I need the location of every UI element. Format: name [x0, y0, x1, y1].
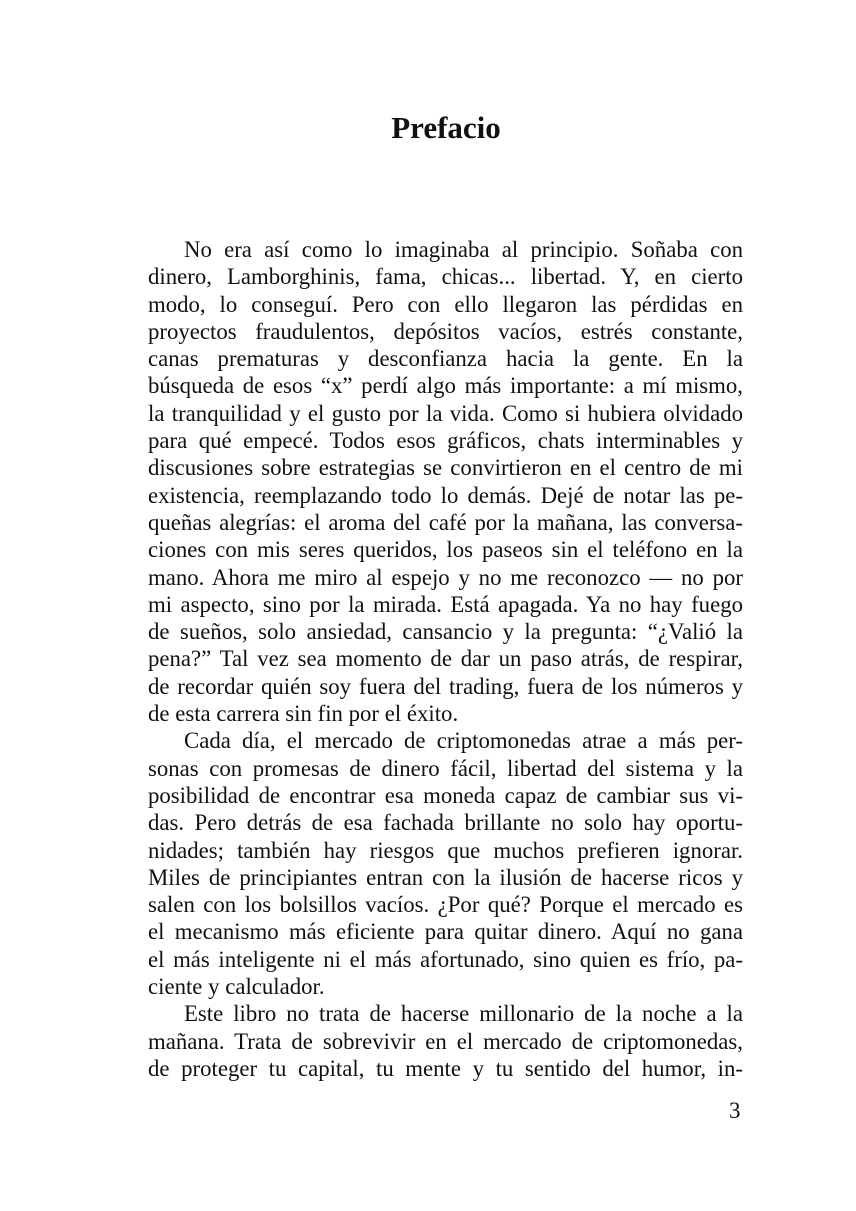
text-line: ciones con mis seres queridos, los paseos sin el teléfono en la	[148, 537, 743, 563]
text-line: posibilidad de encontrar esa moneda capaz de cambiar sus vi-	[148, 782, 743, 808]
text-line: la tranquilidad y el gusto por la vida. Como si hubiera olvidado	[148, 400, 743, 426]
text-line: de sueños, solo ansiedad, cansancio y la pregunta: “¿Valió la	[148, 619, 743, 645]
paragraph-3	[148, 1000, 743, 1082]
text-line: de proteger tu capital, tu mente y tu sentido del humor, in-	[148, 1055, 743, 1081]
text-line: Este libro no trata de hacerse millonario de la noche a la	[184, 1001, 743, 1027]
text-line: No era así como lo imaginaba al principio. Soñaba con	[184, 237, 743, 262]
text-line: de esta carrera sin fin por el éxito.	[148, 701, 459, 727]
text-line: de recordar quién soy fuera del trading, fuera de los números y	[148, 673, 743, 699]
text-line: das. Pero detrás de esa fachada brillante no solo hay oportu-	[148, 810, 743, 836]
text-line: nidades; también hay riesgos que muchos prefieren ignorar.	[148, 837, 743, 863]
paragraph-1	[148, 236, 743, 727]
text-line: mano. Ahora me miro al espejo y no me reconozco — no por	[148, 564, 743, 590]
text-line: discusiones sobre estrategias se convirtieron en el centro de mi	[148, 455, 743, 481]
text-line: canas prematuras y desconfianza hacia la gente. En la	[148, 346, 743, 372]
text-line: mañana. Trata de sobrevivir en el mercado de criptomonedas,	[148, 1028, 743, 1054]
body-text	[148, 236, 743, 1082]
text-line: salen con los bolsillos vacíos. ¿Por qué? Porque el mercado es	[148, 892, 743, 918]
chapter-title: Prefacio	[391, 110, 501, 145]
text-line: queñas alegrías: el aroma del café por la mañana, las conversa-	[148, 509, 743, 535]
text-line: mi aspecto, sino por la mirada. Está apagada. Ya no hay fuego	[148, 591, 743, 617]
text-line: el más inteligente ni el más afortunado, sino quien es frío, pa-	[148, 946, 743, 972]
text-line: ciente y calculador.	[148, 974, 325, 1000]
text-line: modo, lo conseguí. Pero con ello llegaron las pérdidas en	[148, 291, 743, 317]
text-line: existencia, reemplazando todo lo demás. Dejé de notar las pe-	[148, 482, 743, 508]
text-line: dinero, Lamborghinis, fama, chicas... libertad. Y, en cierto	[148, 264, 743, 290]
text-line: proyectos fraudulentos, depósitos vacíos, estrés constante,	[148, 318, 743, 344]
text-line: para qué empecé. Todos esos gráficos, chats interminables y	[148, 428, 743, 454]
text-line: el mecanismo más eficiente para quitar dinero. Aquí no gana	[148, 919, 743, 945]
page-number: 3	[729, 1098, 741, 1123]
text-line: búsqueda de esos “x” perdí algo más importante: a mí mismo,	[148, 373, 743, 399]
text-line: Cada día, el mercado de criptomonedas atrae a más per-	[184, 728, 743, 754]
text-line: sonas con promesas de dinero fácil, libertad del sistema y la	[148, 755, 743, 781]
text-line: pena?” Tal vez sea momento de dar un paso atrás, de respirar,	[148, 646, 743, 672]
paragraph-2	[148, 727, 743, 1000]
text-line: Miles de principiantes entran con la ilusión de hacerse ricos y	[148, 864, 743, 890]
